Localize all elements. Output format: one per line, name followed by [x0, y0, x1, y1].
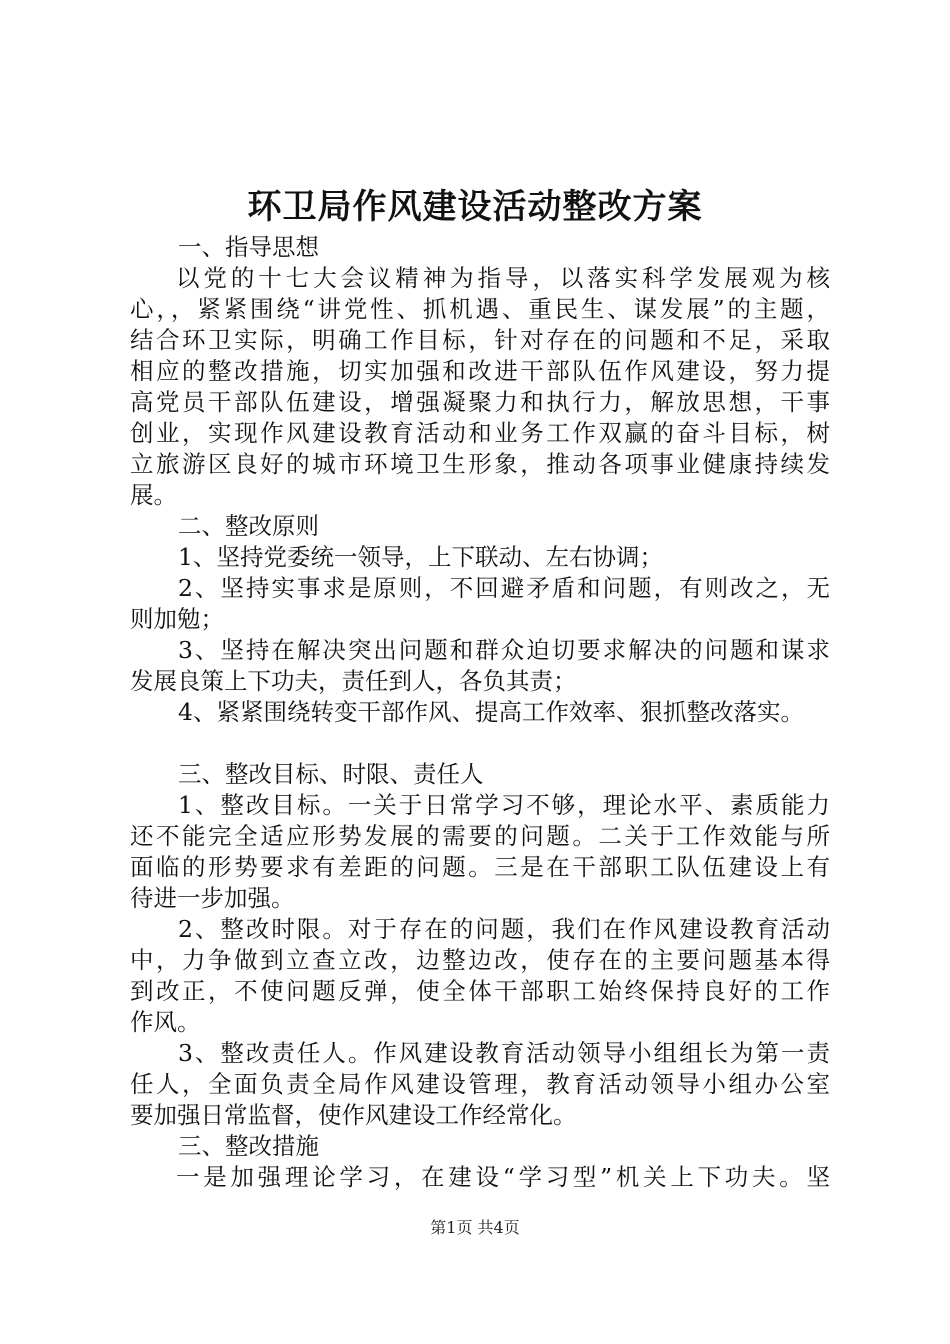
paragraph-line: 心，，紧紧围绕“讲党性、抓机遇、重民生、谋发展”的主题，	[130, 295, 830, 323]
document-body	[130, 232, 830, 1193]
list-item: 1、整改目标。一关于日常学习不够，理论水平、素质能力	[178, 791, 830, 819]
paragraph-line: 展。	[130, 481, 177, 509]
paragraph-line: 高党员干部队伍建设，增强凝聚力和执行力，解放思想，干事	[130, 388, 830, 416]
paragraph-line: 要加强日常监督，使作风建设工作经常化。	[130, 1101, 577, 1129]
section-heading: 三、整改目标、时限、责任人	[178, 760, 484, 788]
paragraph-line: 中，力争做到立查立改，边整边改，使存在的主要问题基本得	[130, 946, 830, 974]
list-item: 2、坚持实事求是原则，不回避矛盾和问题，有则改之，无	[178, 574, 830, 602]
paragraph-line: 还不能完全适应形势发展的需要的问题。二关于工作效能与所	[130, 822, 830, 850]
paragraph-line: 创业，实现作风建设教育活动和业务工作双赢的奋斗目标，树	[130, 419, 830, 447]
paragraph-line: 面临的形势要求有差距的问题。三是在干部职工队伍建设上有	[130, 853, 830, 881]
page-footer: 第1页 共4页	[430, 1218, 520, 1237]
paragraph-line: 立旅游区良好的城市环境卫生形象，推动各项事业健康持续发	[130, 450, 830, 478]
list-item: 3、整改责任人。作风建设教育活动领导小组组长为第一责	[178, 1039, 830, 1067]
list-item: 2、整改时限。对于存在的问题，我们在作风建设教育活动	[178, 915, 830, 943]
paragraph-line: 任人，全面负责全局作风建设管理，教育活动领导小组办公室	[130, 1070, 830, 1098]
paragraph-line: 结合环卫实际，明确工作目标，针对存在的问题和不足，采取	[130, 326, 830, 354]
list-item: 1、坚持党委统一领导，上下联动、左右协调；	[178, 543, 663, 571]
section-heading: 三、整改措施	[178, 1132, 319, 1160]
list-item: 发展良策上下功夫，责任到人，各负其责；	[130, 667, 577, 695]
paragraph-line: 以党的十七大会议精神为指导，以落实科学发展观为核	[176, 264, 830, 292]
list-item: 4、紧紧围绕转变干部作风、提高工作效率、狠抓整改落实。	[178, 698, 804, 726]
paragraph-line: 相应的整改措施，切实加强和改进干部队伍作风建设，努力提	[130, 357, 830, 385]
section-heading: 二、整改原则	[178, 512, 319, 540]
paragraph-line: 作风。	[130, 1008, 201, 1036]
blank-line	[130, 728, 830, 759]
paragraph-line: 待进一步加强。	[130, 884, 295, 912]
paragraph-line: 到改正，不使问题反弹，使全体干部职工始终保持良好的工作	[130, 977, 830, 1005]
document-title: 环卫局作风建设活动整改方案	[247, 187, 703, 227]
list-item: 则加勉；	[130, 605, 224, 633]
paragraph-line: 一是加强理论学习，在建设“学习型”机关上下功夫。坚	[176, 1163, 830, 1191]
section-heading: 一、指导思想	[178, 233, 319, 261]
list-item: 3、坚持在解决突出问题和群众迫切要求解决的问题和谋求	[178, 636, 830, 664]
